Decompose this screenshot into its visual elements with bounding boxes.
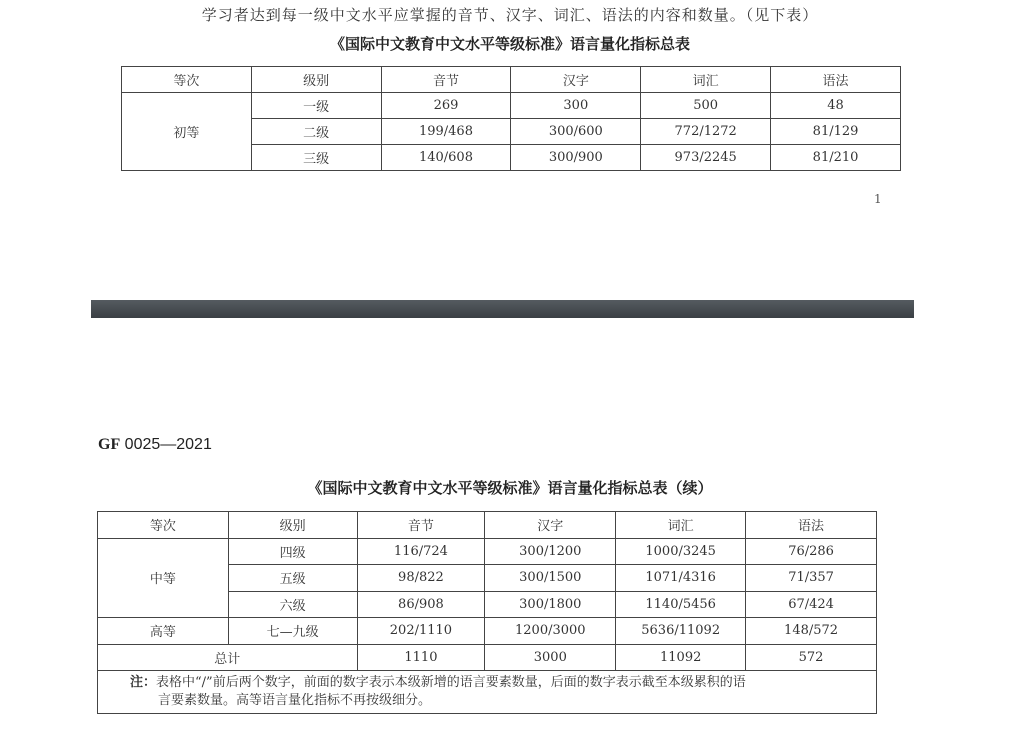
document-code-prefix: GF (98, 436, 121, 453)
header-cell: 汉字 (511, 67, 641, 93)
total-cell: 1110 (357, 644, 485, 671)
note-label: 注： (130, 675, 157, 690)
level-group-cell: 中等 (98, 538, 229, 618)
level-group-cell: 初等 (122, 93, 252, 171)
table-cell: 5636/11092 (616, 618, 746, 645)
table-cell: 一级 (251, 93, 381, 119)
table-row (98, 538, 877, 565)
table-cell: 973/2245 (641, 145, 771, 171)
table-cell: 六级 (228, 591, 357, 618)
total-cell: 11092 (616, 644, 746, 671)
header-cell: 级别 (228, 512, 357, 539)
table-cell: 1071/4316 (616, 565, 746, 592)
table-cell: 202/1110 (357, 618, 485, 645)
table-cell: 300/1800 (485, 591, 616, 618)
table-note (98, 671, 877, 714)
table-cell: 116/724 (357, 538, 485, 565)
quantitative-indicators-table (121, 66, 901, 171)
table-cell: 81/129 (771, 119, 901, 145)
header-cell: 等次 (122, 67, 252, 93)
table-cell: 148/572 (746, 618, 877, 645)
table-cell: 500 (641, 93, 771, 119)
table-cell: 76/286 (746, 538, 877, 565)
document-code (98, 436, 212, 454)
note-text-line-1: 表格中“/”前后两个数字，前面的数字表示本级新增的语言要素数量，后面的数字表示截至本级累积的语 (156, 675, 746, 690)
table-cell: 71/357 (746, 565, 877, 592)
header-cell: 语法 (771, 67, 901, 93)
table-cell: 772/1272 (641, 119, 771, 145)
header-cell: 音节 (381, 67, 511, 93)
table-header-row (98, 512, 877, 539)
quantitative-indicators-table-continued (97, 511, 877, 714)
table-cell: 300/1200 (485, 538, 616, 565)
table-cell: 四级 (228, 538, 357, 565)
table-cell: 269 (381, 93, 511, 119)
table-title-continued: 《国际中文教育中文水平等级标准》语言量化指标总表（续） (307, 479, 713, 497)
total-cell: 572 (746, 644, 877, 671)
note-text-line-2: 言要素数量。高等语言量化指标不再按级细分。 (158, 693, 432, 708)
table-title: 《国际中文教育中文水平等级标准》语言量化指标总表 (329, 35, 690, 53)
header-cell: 等次 (98, 512, 229, 539)
table-cell: 86/908 (357, 591, 485, 618)
header-cell: 汉字 (485, 512, 616, 539)
table-cell: 300/1500 (485, 565, 616, 592)
table-cell: 81/210 (771, 145, 901, 171)
total-label-cell: 总计 (98, 644, 358, 671)
table-row (122, 93, 901, 119)
header-cell: 音节 (357, 512, 485, 539)
table-cell: 140/608 (381, 145, 511, 171)
table-cell: 300/600 (511, 119, 641, 145)
table-row (98, 618, 877, 645)
table-cell: 199/468 (381, 119, 511, 145)
table-cell: 67/424 (746, 591, 877, 618)
table-cell: 300/900 (511, 145, 641, 171)
table-cell: 五级 (228, 565, 357, 592)
header-cell: 级别 (251, 67, 381, 93)
table-cell: 三级 (251, 145, 381, 171)
header-cell: 语法 (746, 512, 877, 539)
table-cell: 1000/3245 (616, 538, 746, 565)
table-cell: 1140/5456 (616, 591, 746, 618)
header-cell: 词汇 (616, 512, 746, 539)
table-cell: 二级 (251, 119, 381, 145)
note-row (98, 671, 877, 714)
table-cell: 300 (511, 93, 641, 119)
total-row (98, 644, 877, 671)
level-group-cell: 高等 (98, 618, 229, 645)
table-cell: 48 (771, 93, 901, 119)
page-number: 1 (874, 192, 882, 206)
table-cell: 1200/3000 (485, 618, 616, 645)
total-cell: 3000 (485, 644, 616, 671)
page-separator (91, 300, 914, 318)
header-cell: 词汇 (641, 67, 771, 93)
document-code-number: 0025—2021 (120, 436, 212, 453)
table-cell: 98/822 (357, 565, 485, 592)
intro-paragraph: 学习者达到每一级中文水平应掌握的音节、汉字、词汇、语法的内容和数量。（见下表） (201, 6, 819, 24)
table-header-row (122, 67, 901, 93)
table-cell: 七—九级 (228, 618, 357, 645)
